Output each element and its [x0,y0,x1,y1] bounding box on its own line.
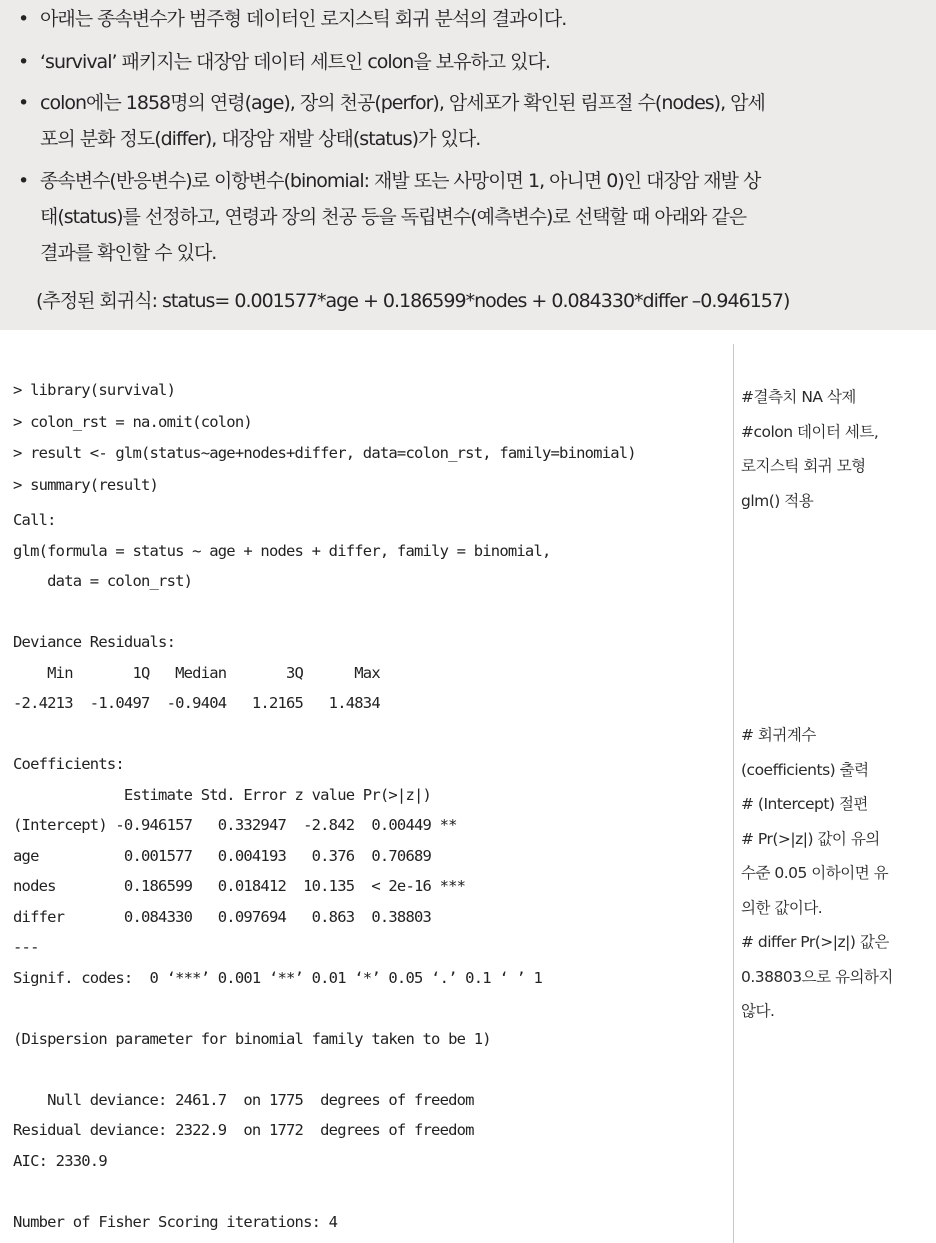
code-line: Min 1Q Median 3Q Max [13,663,380,682]
intro-bullet-4 [18,163,923,271]
bullet-dot: • [18,51,29,73]
r-commands [13,375,636,501]
comment-line: #결측치 NA 삭제 [741,388,856,406]
bullet-dot: • [18,8,29,30]
r-output [13,505,551,1237]
code-line: data = colon_rst) [13,572,193,590]
code-line: Null deviance: 2461.7 on 1775 degrees of freedom [13,1090,474,1109]
comment-line: #colon 데이터 세트, [741,422,879,441]
bullet-text-line: colon에는 1858명의 연령(age), 장의 천공(perfor), 암세포가 확인된 림프절 수(nodes), 암세 [40,92,765,114]
comment-line: 0.38803으로 유의하지 [741,967,893,986]
code-line: > library(survival) [13,381,176,399]
code-line: --- [13,938,39,956]
bullet-text-line: 종속변수(반응변수)로 이항변수(binomial: 재발 또는 사망이면 1, 아니면 0)인 대장암 재발 상 [40,170,761,192]
code-line: Call: [13,511,56,529]
bullet-text: 아래는 종속변수가 범주형 데이터인 로지스틱 회귀 분석의 결과이다. [40,8,567,30]
comment-line: glm() 적용 [741,491,814,510]
comment-line: # Pr(>|z|) 값이 유의 [741,829,880,848]
code-line: glm(formula = status ~ age + nodes + differ, family = binomial, [13,541,551,560]
code-line: (Dispersion parameter for binomial family taken to be 1) [13,1029,491,1048]
intro-bullet-1 [18,1,923,37]
bullet-text: ‘survival’ 패키지는 대장암 데이터 세트인 colon을 보유하고 있다. [40,51,550,73]
bullet-text-line: 포의 분화 정도(differ), 대장암 재발 상태(status)가 있다. [40,128,481,150]
bullet-text-line: 결과를 확인할 수 있다. [40,242,217,264]
code-line: (Intercept) -0.946157 0.332947 -2.842 0.00449 ** [13,816,457,834]
code-line: AIC: 2330.9 [13,1151,107,1170]
code-line: > result <- glm(status~age+nodes+differ, data=colon_rst, family=binomial) [13,444,636,462]
comment-line: # (Intercept) 절편 [741,795,868,813]
comment-block-commands [741,380,931,518]
code-line: differ 0.084330 0.097694 0.863 0.38803 [13,907,432,926]
bullet-dot: • [18,92,29,114]
column-divider [733,344,734,1243]
bullet-dot: • [18,170,29,192]
comment-line: (coefficients) 출력 [741,760,869,779]
code-line: Coefficients: [13,755,124,773]
comment-line: # differ Pr(>|z|) 값은 [741,933,889,951]
regression-formula: (추정된 회귀식: status= 0.001577*age + 0.186599*nodes + 0.084330*differ –0.946157) [36,290,790,312]
comment-line: 의한 값이다. [741,898,823,917]
code-line: > summary(result) [13,475,159,494]
comment-line: 않다. [741,1002,775,1020]
comment-line: 수준 0.05 이하이면 유 [741,864,889,882]
code-line: Signif. codes: 0 ‘***’ 0.001 ‘**’ 0.01 ‘*’ 0.05 ‘.’ 0.1 ‘ ’ 1 [13,968,542,987]
comment-line: 로지스틱 회귀 모형 [741,457,866,475]
comment-line: # 회귀계수 [741,726,816,744]
code-line: Number of Fisher Scoring iterations: 4 [13,1212,338,1231]
code-line: nodes 0.186599 0.018412 10.135 < 2e-16 *** [13,877,466,895]
r-output-box [0,344,936,1243]
intro-bullet-2 [18,44,923,80]
intro-section [0,0,936,330]
bullet-text-line: 태(status)를 선정하고, 연령과 장의 천공 등을 독립변수(예측변수)로 선택할 때 아래와 같은 [40,206,747,228]
intro-bullet-3 [18,85,923,157]
code-line: age 0.001577 0.004193 0.376 0.70689 [13,846,432,865]
code-line: -2.4213 -1.0497 -0.9404 1.2165 1.4834 [13,694,380,712]
code-line: Deviance Residuals: [13,633,176,651]
code-line: Estimate Std. Error z value Pr(>|z|) [13,785,432,804]
code-line: > colon_rst = na.omit(colon) [13,412,252,431]
comment-block-coefficients [741,718,931,1029]
code-line: Residual deviance: 2322.9 on 1772 degrees of freedom [13,1121,474,1139]
